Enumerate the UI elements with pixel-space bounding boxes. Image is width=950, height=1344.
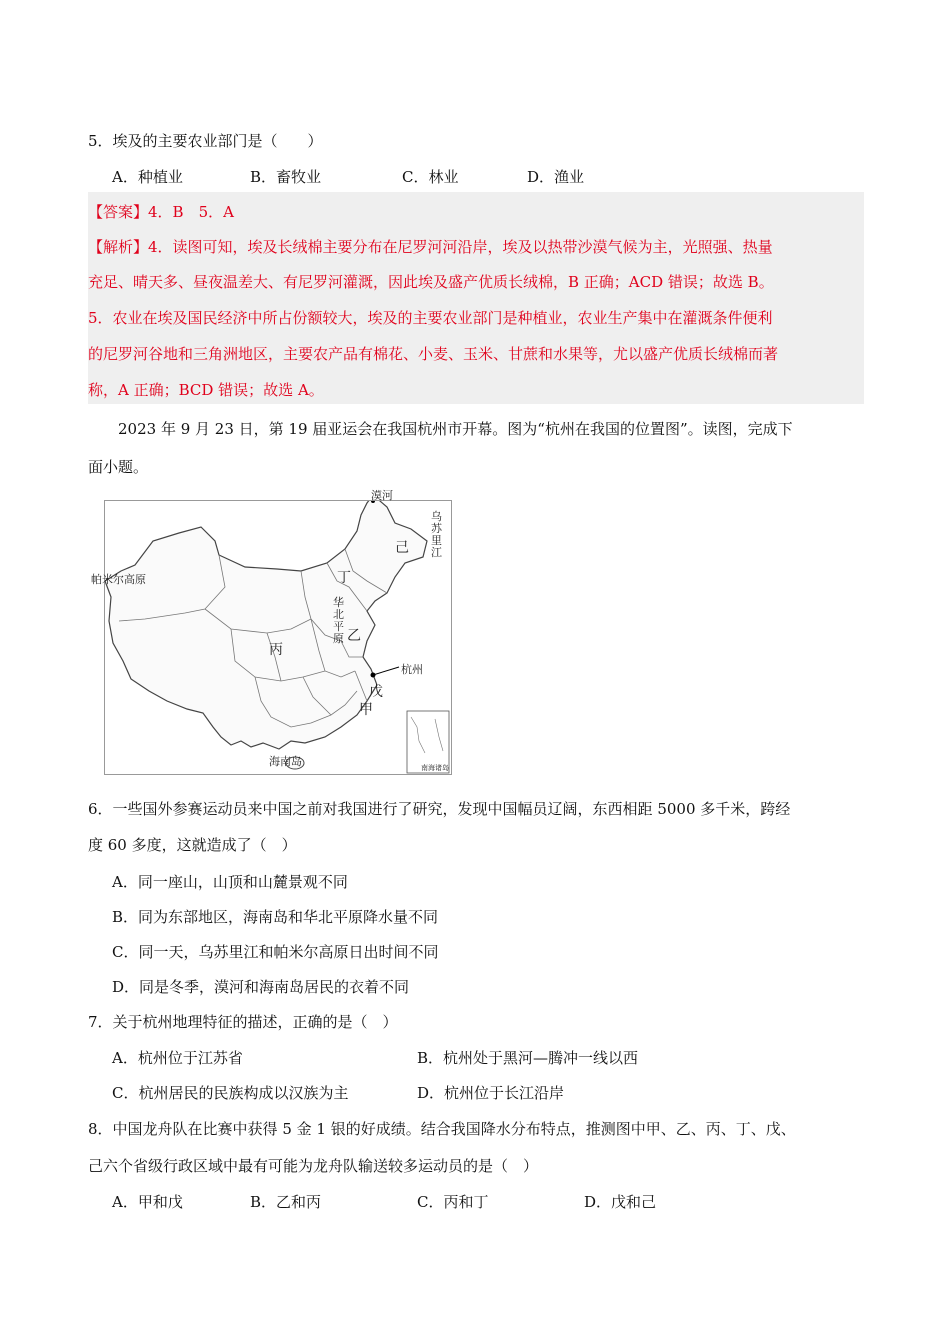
answer-text: 4．B 5．A bbox=[148, 203, 234, 221]
analysis-line-4: 的尼罗河谷地和三角洲地区，主要农产品有棉花、小麦、玉米、甘蔗和水果等，尤以盛产优质长绒棉而著 bbox=[88, 345, 779, 363]
label-mohe: 漠河 bbox=[371, 489, 393, 502]
province-ji: 己 bbox=[395, 540, 409, 556]
q6-option-c: C．同一天，乌苏里江和帕米尔高原日出时间不同 bbox=[112, 943, 439, 961]
q6-option-b: B．同为东部地区，海南岛和华北平原降水量不同 bbox=[112, 908, 439, 926]
analysis-text-1: 4．读图可知，埃及长绒棉主要分布在尼罗河河沿岸，埃及以热带沙漠气候为主，光照强、热量 bbox=[148, 238, 773, 256]
q8-option-c: C．丙和丁 bbox=[417, 1193, 489, 1211]
q5-option-b: B．畜牧业 bbox=[250, 168, 322, 186]
q6-option-a: A．同一座山，山顶和山麓景观不同 bbox=[112, 873, 348, 891]
q5-option-d: D．渔业 bbox=[527, 168, 585, 186]
china-map-figure bbox=[91, 489, 452, 775]
answer-tag: 【答案】 bbox=[88, 203, 149, 221]
province-wu: 戊 bbox=[369, 684, 383, 700]
q5-option-a: A．种植业 bbox=[112, 168, 183, 186]
label-wusuli-river: 乌苏里江 bbox=[431, 510, 442, 559]
answer-line bbox=[88, 201, 234, 222]
q7-option-a: A．杭州位于江苏省 bbox=[112, 1049, 243, 1067]
province-ding: 丁 bbox=[337, 570, 351, 586]
q5-stem: 5．埃及的主要农业部门是（ ） bbox=[88, 132, 323, 150]
q7-option-c: C．杭州居民的民族构成以汉族为主 bbox=[112, 1084, 349, 1102]
q7-option-b: B．杭州处于黑河—腾冲一线以西 bbox=[417, 1049, 639, 1067]
label-hangzhou: 杭州 bbox=[401, 663, 423, 676]
label-pamir-plateau: 帕米尔高原 bbox=[91, 573, 146, 586]
q8-stem-line-2: 己六个省级行政区域中最有可能为龙舟队输送较多运动员的是（ ） bbox=[88, 1157, 539, 1175]
q8-option-d: D．戊和己 bbox=[584, 1193, 657, 1211]
q7-stem: 7．关于杭州地理特征的描述，正确的是（ ） bbox=[88, 1013, 398, 1031]
label-huabei-plain: 华北平原 bbox=[333, 596, 344, 645]
intro-line-1: 2023 年 9 月 23 日，第 19 届亚运会在我国杭州市开幕。图为“杭州在我国的位置图”。读图，完成下 bbox=[118, 420, 793, 438]
q6-stem-line-1: 6．一些国外参赛运动员来中国之前对我国进行了研究，发现中国幅员辽阔，东西相距 5000 多千米，跨经 bbox=[88, 800, 791, 818]
answer-analysis-box bbox=[88, 192, 864, 404]
q8-stem-line-1: 8．中国龙舟队在比赛中获得 5 金 1 银的好成绩。结合我国降水分布特点，推测图中甲、乙、丙、丁、戊、 bbox=[88, 1120, 796, 1138]
label-inset-south-sea: 南海诸岛 bbox=[421, 764, 449, 772]
province-yi: 乙 bbox=[347, 628, 361, 644]
analysis-line-1 bbox=[88, 236, 773, 257]
analysis-line-5: 称，A 正确；BCD 错误；故选 A。 bbox=[88, 381, 324, 399]
intro-line-2: 面小题。 bbox=[88, 458, 149, 476]
province-jia: 甲 bbox=[359, 702, 373, 718]
q5-option-c: C．林业 bbox=[402, 168, 459, 186]
q8-option-b: B．乙和丙 bbox=[250, 1193, 322, 1211]
analysis-tag: 【解析】 bbox=[88, 238, 149, 256]
label-hainan-island: 海南岛 bbox=[269, 755, 302, 768]
q7-option-d: D．杭州位于长江沿岸 bbox=[417, 1084, 565, 1102]
province-bing: 丙 bbox=[269, 642, 283, 658]
analysis-line-2: 充足、晴天多、昼夜温差大、有尼罗河灌溉，因此埃及盛产优质长绒棉，B 正确；ACD 错误；故选 B。 bbox=[88, 273, 774, 291]
q8-option-a: A．甲和戊 bbox=[112, 1193, 183, 1211]
analysis-line-3: 5．农业在埃及国民经济中所占份额较大，埃及的主要农业部门是种植业，农业生产集中在灌溉条件便利 bbox=[88, 309, 773, 327]
q6-option-d: D．同是冬季，漠河和海南岛居民的衣着不同 bbox=[112, 978, 410, 996]
q6-stem-line-2: 度 60 多度，这就造成了（ ） bbox=[88, 836, 297, 854]
